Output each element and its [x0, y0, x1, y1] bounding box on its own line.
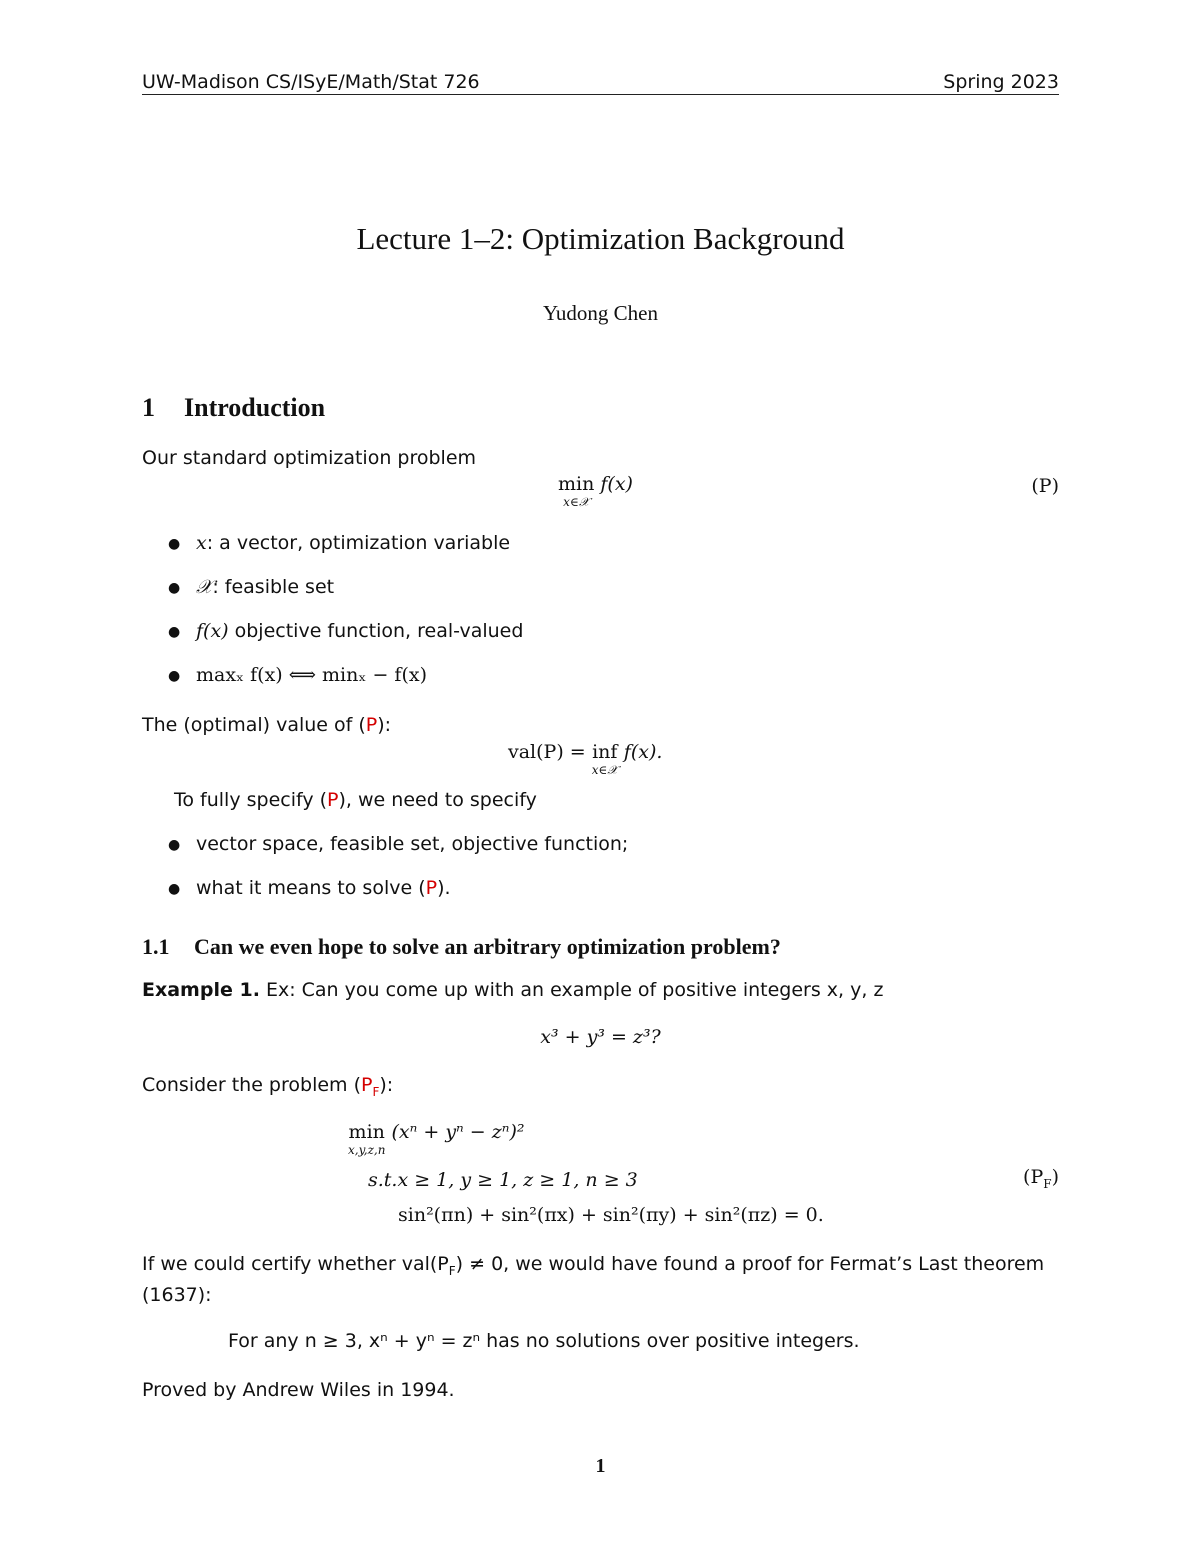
- equation-ref-link[interactable]: P: [425, 877, 438, 899]
- equation-label-PF: [1023, 1165, 1059, 1192]
- fermat-paragraph: [142, 1252, 1059, 1309]
- min-operator: [558, 472, 594, 510]
- equation-label-P: (P): [1031, 475, 1059, 497]
- text-run: ):: [379, 1074, 394, 1096]
- equation-PF-objective: [348, 1120, 525, 1158]
- math-symbol: 𝒳: [196, 576, 213, 598]
- list-item-text: objective function, real-valued: [228, 620, 524, 642]
- section-heading-introduction: [142, 390, 325, 425]
- text-run: what it means to solve (: [196, 877, 426, 899]
- section-number: 1.1: [142, 934, 170, 959]
- min-operator: [348, 1120, 385, 1158]
- operator-text: min: [558, 473, 595, 495]
- label-text: ): [1051, 1166, 1059, 1188]
- operator-text: inf: [592, 741, 618, 763]
- subscript: F: [448, 1263, 456, 1278]
- subsection-heading: [142, 932, 781, 962]
- specify-paragraph: [174, 788, 537, 814]
- bullet-icon: ●: [168, 668, 181, 684]
- list-item-text: : feasible set: [212, 576, 335, 598]
- text-run: To fully specify (: [174, 789, 328, 811]
- text-run: ) ≠ 0, we would have found a proof for Fermat’s Last theorem: [455, 1253, 1045, 1275]
- section-number: 1: [142, 393, 155, 422]
- val-rhs: f(x).: [623, 741, 663, 763]
- ref-text: P: [361, 1074, 373, 1096]
- bullet-icon: ●: [168, 837, 181, 853]
- list-item-text: vector space, feasible set, objective function;: [196, 833, 629, 855]
- objective-expression: f(x): [600, 473, 633, 495]
- bullet-icon: ●: [168, 881, 181, 897]
- text-run: (1637):: [142, 1283, 212, 1306]
- consider-paragraph: [142, 1073, 393, 1100]
- text-run: ), we need to specify: [338, 789, 537, 811]
- label-text: (P: [1023, 1166, 1044, 1188]
- equation-PF-constraints: s.t.x ≥ 1, y ≥ 1, z ≥ 1, n ≥ 3: [368, 1169, 638, 1191]
- header-course: UW-Madison CS/ISyE/Math/Stat 726: [142, 71, 480, 93]
- example-label: Example 1.: [142, 979, 260, 1001]
- paper-title: Lecture 1–2: Optimization Background: [356, 221, 845, 256]
- equation-ref-link[interactable]: P: [327, 789, 339, 811]
- equation-ref-link[interactable]: P: [365, 714, 378, 736]
- math-symbol: x: [196, 532, 207, 554]
- operator-text: min: [348, 1121, 385, 1143]
- equation-P: [558, 472, 633, 510]
- math-symbol: f(x): [196, 620, 229, 642]
- intro-paragraph: Our standard optimization problem: [142, 447, 477, 469]
- author-name: Yudong Chen: [543, 301, 658, 325]
- page-number: 1: [595, 1455, 606, 1477]
- text-run: ).: [437, 877, 451, 899]
- equation-ref-link[interactable]: [361, 1074, 380, 1099]
- bullet-icon: ●: [168, 580, 181, 596]
- label-subscript: F: [1043, 1176, 1052, 1191]
- list-item-text: maxₓ f(x) ⟺ minₓ − f(x): [196, 664, 427, 686]
- section-title: Can we even hope to solve an arbitrary optimization problem?: [194, 934, 781, 959]
- header-term: Spring 2023: [943, 71, 1059, 93]
- equation-PF-sin-constraint: sin²(πn) + sin²(πx) + sin²(πy) + sin²(πz) = 0.: [398, 1204, 824, 1226]
- bullet-icon: ●: [168, 624, 181, 640]
- bullet-icon: ●: [168, 536, 181, 552]
- objective-expression: (xⁿ + yⁿ − zⁿ)²: [391, 1121, 525, 1143]
- text-run: If we could certify whether val(P: [142, 1253, 449, 1275]
- running-header: [142, 66, 1059, 95]
- ref-subscript: F: [372, 1084, 380, 1099]
- cube-equation: x³ + y³ = z³?: [540, 1026, 661, 1048]
- text-run: Consider the problem (: [142, 1074, 362, 1096]
- fermat-statement: For any n ≥ 3, xⁿ + yⁿ = zⁿ has no solutions over positive integers.: [228, 1330, 860, 1352]
- section-title: Introduction: [184, 393, 326, 422]
- operator-subscript: x∈𝒳: [563, 494, 590, 509]
- text-run: ):: [377, 714, 392, 736]
- operator-subscript: x∈𝒳: [591, 762, 618, 777]
- val-lhs: val(P) =: [508, 741, 592, 763]
- inf-operator: [592, 740, 618, 778]
- text-run: The (optimal) value of (: [142, 714, 366, 736]
- example-paragraph: [142, 978, 883, 1004]
- proved-by-paragraph: Proved by Andrew Wiles in 1994.: [142, 1379, 455, 1401]
- value-equation: [508, 740, 662, 778]
- list-item-text: : a vector, optimization variable: [206, 532, 511, 554]
- example-text: Ex: Can you come up with an example of positive integers x, y, z: [265, 979, 884, 1001]
- value-paragraph: [142, 713, 391, 739]
- operator-subscript: x,y,z,n: [348, 1142, 386, 1157]
